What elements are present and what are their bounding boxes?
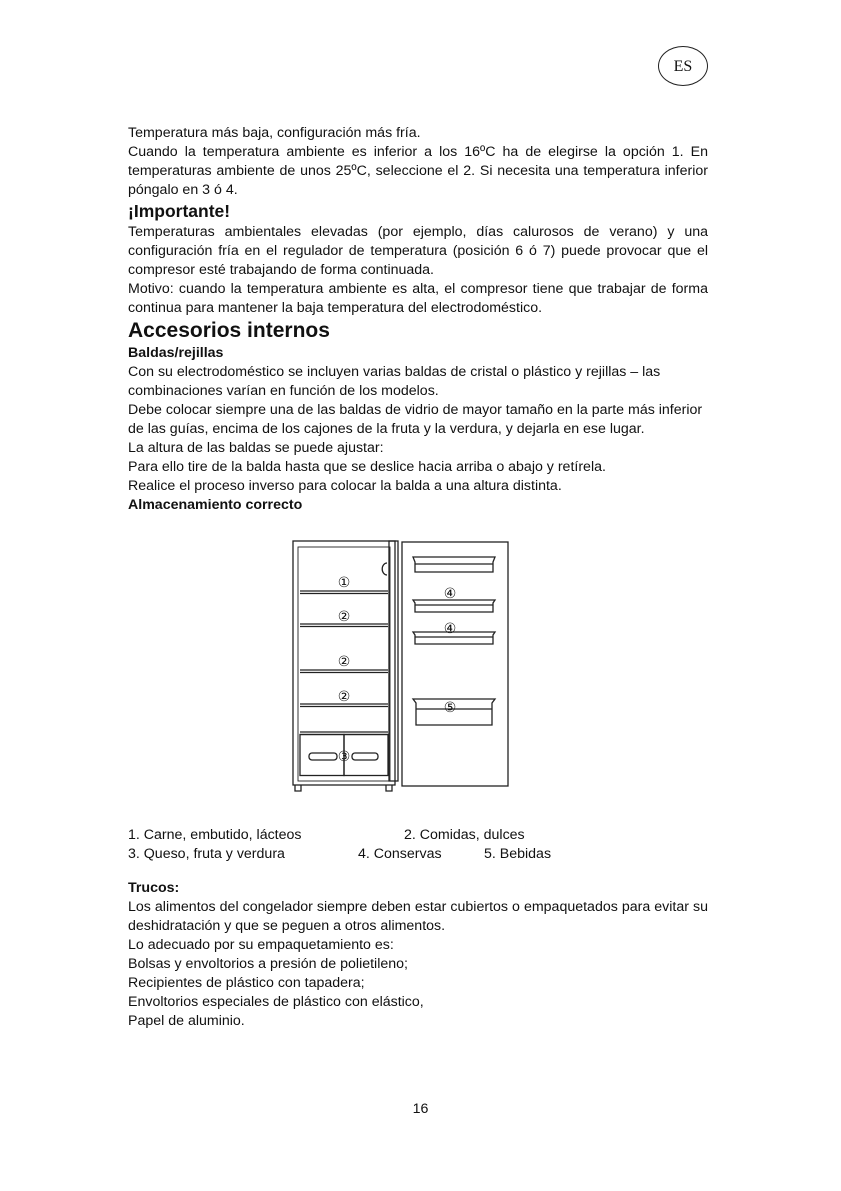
fridge-diagram xyxy=(292,537,510,793)
intro-line-1: Temperatura más baja, configuración más fría. xyxy=(128,125,421,141)
marker-shelf-2c: ② xyxy=(337,689,351,705)
marker-shelf-2a: ② xyxy=(337,609,351,625)
page-number: 16 xyxy=(412,1101,429,1117)
shelf-top xyxy=(300,591,388,594)
section-heading-accessories: Accesorios internos xyxy=(128,319,330,342)
marker-door-bin-1: ④ xyxy=(443,586,457,602)
legend-item-5: 5. Bebidas xyxy=(484,846,552,862)
subheading-storage: Almacenamiento correcto xyxy=(128,497,303,513)
shelf-middle xyxy=(300,670,388,673)
fridge-foot-right xyxy=(386,785,392,791)
important-heading: ¡Importante! xyxy=(128,201,231,221)
tips-paragraph: Los alimentos del congelador siempre deben estar cubiertos o empaquetados para evitar su deshidratación y que se peguen a otros alimentos. xyxy=(128,899,708,934)
important-paragraph-1: Temperaturas ambientales elevadas (por ejemplo, días calurosos de verano) y una configuración fría en el regulador de temperatura (posición 6 ó 7) puede provocar que el compresor esté trabajando de forma continuada. xyxy=(128,224,708,278)
thermostat-knob xyxy=(382,563,387,575)
door-bin-1 xyxy=(413,557,495,572)
open-door xyxy=(402,542,508,786)
accessories-paragraph-1: Con su electrodoméstico se incluyen varias baldas de cristal o plástico y rejillas – las combinaciones varían en función de los modelos. xyxy=(128,364,661,399)
accessories-paragraph-2: Debe colocar siempre una de las baldas de vidrio de mayor tamaño en la parte más inferior de las guías, encima de los cajones de la fruta y la verdura, y dejarla en ese lugar. xyxy=(128,402,703,437)
tips-line-2: Bolsas y envoltorios a presión de polietileno; xyxy=(128,956,408,972)
tips-line-5: Papel de aluminio. xyxy=(128,1013,245,1029)
accessories-paragraph-3: La altura de las baldas se puede ajustar: xyxy=(128,440,384,456)
crisper-drawer-right xyxy=(344,735,388,776)
tips-line-3: Recipientes de plástico con tapadera; xyxy=(128,975,365,991)
marker-drawer: ③ xyxy=(337,749,351,765)
important-paragraph-2: Motivo: cuando la temperatura ambiente es alta, el compresor tiene que trabajar de forma continua para mantener la baja temperatura del electrodoméstico. xyxy=(128,281,708,316)
main-text xyxy=(128,124,708,515)
subheading-shelves: Baldas/rejillas xyxy=(128,345,224,361)
tips-section xyxy=(128,879,708,1031)
legend-item-3: 3. Queso, fruta y verdura xyxy=(128,846,285,862)
diagram-legend xyxy=(128,826,708,864)
tips-line-1: Lo adecuado por su empaquetamiento es: xyxy=(128,937,394,953)
marker-door-bin-2: ④ xyxy=(443,621,457,637)
tips-line-4: Envoltorios especiales de plástico con elástico, xyxy=(128,994,424,1010)
accessories-paragraph-4: Para ello tire de la balda hasta que se deslice hacia arriba o abajo y retírela. xyxy=(128,459,606,475)
tips-heading: Trucos: xyxy=(128,880,180,896)
marker-shelf-1: ① xyxy=(337,575,351,591)
marker-shelf-2b: ② xyxy=(337,654,351,670)
legend-item-2: 2. Comidas, dulces xyxy=(404,827,525,843)
drawer-handle-left xyxy=(309,753,337,760)
accessories-paragraph-5: Realice el proceso inverso para colocar la balda a una altura distinta. xyxy=(128,478,562,494)
fridge-foot-left xyxy=(295,785,301,791)
language-badge: ES xyxy=(658,46,708,86)
drawer-handle-right xyxy=(352,753,378,760)
intro-line-2: Cuando la temperatura ambiente es inferior a los 16ºC ha de elegirse la opción 1. En temperaturas ambiente de unos 25ºC, seleccione el 2. Si necesita una temperatura inferior póngalo en 3 ó 4. xyxy=(128,144,708,198)
marker-door-bin-3: ⑤ xyxy=(443,700,457,716)
legend-item-4: 4. Conservas xyxy=(358,846,442,862)
legend-item-1: 1. Carne, embutido, lácteos xyxy=(128,827,302,843)
